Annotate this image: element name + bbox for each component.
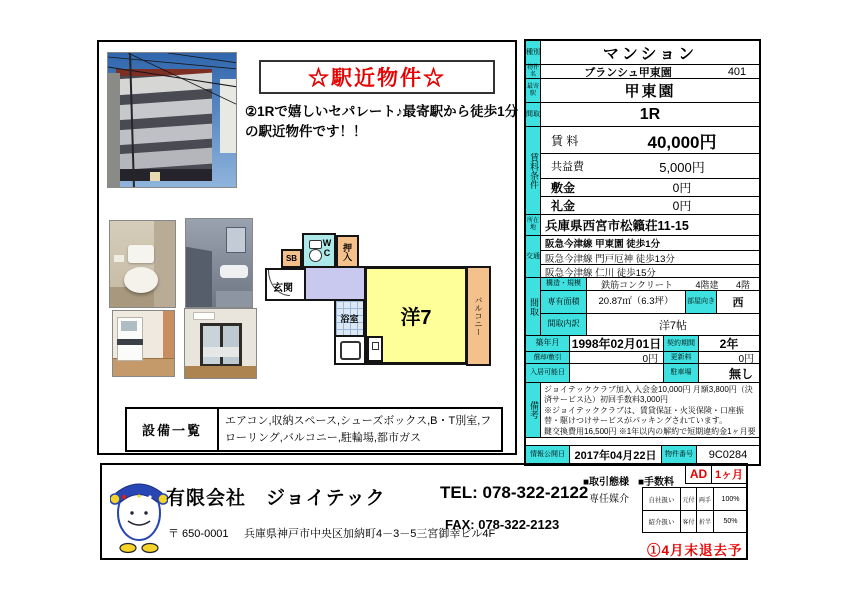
floorplan-appliance-space — [367, 336, 383, 362]
row-name: 物件名 ブランシュ甲東園 401 — [526, 64, 759, 78]
rent-conditions-section: 賃料条件 賃 料 40,000円 共益費 5,000円 敷金 0円 礼金 0円 — [526, 126, 759, 214]
access-section: 交通 阪急今津線 甲東園 徒歩1分 阪急今津線 門戸厄神 徒歩13分 阪急今津線 仁川 徒歩15分 — [526, 235, 759, 277]
transaction-type-label: ■取引態様 — [583, 477, 630, 488]
transaction-type-value: 専任媒介 — [589, 494, 629, 505]
footer-company-box — [100, 463, 748, 560]
floorplan-main-room: 洋7 — [364, 266, 468, 365]
commission-row: 紹介扱い 客付 折半 50% — [643, 510, 747, 532]
company-mascot-icon — [110, 469, 168, 555]
floorplan-entrance: 玄関 — [265, 268, 306, 301]
building-section: 間取 構造・規模 鉄筋コンクリート 4階建 4階 専有面積 20.87㎡（6.3坪） 部屋向き 西 間取内訳 洋7帖 — [526, 277, 759, 335]
row-structure: 構造・規模 鉄筋コンクリート 4階建 4階 — [541, 278, 759, 290]
vacancy-note: ①4月末退去予 — [647, 543, 743, 558]
floorplan-kitchen — [334, 335, 366, 365]
company-fax: FAX: 078-322-2123 — [445, 517, 560, 532]
company-address: 兵庫県神戸市中央区加納町4－3－5三宮御幸ビル4F — [244, 528, 496, 540]
access-line: 阪急今津線 甲東園 徒歩1分 — [545, 239, 661, 250]
equipment-table — [125, 407, 503, 452]
row-station: 最寄駅 甲東園 — [526, 78, 759, 102]
main-content-box — [97, 40, 517, 455]
row-layout-detail: 間取内訳 洋7帖 — [541, 313, 759, 335]
access-line: 阪急今津線 仁川 徒歩15分 — [541, 264, 759, 278]
floorplan-bath: 浴室 — [334, 299, 365, 337]
floorplan — [265, 218, 495, 370]
equipment-items: エアコン,収納スペース,シューズボックス,B・T別室,フローリング,バルコニー,駐輪場,都市ガス — [225, 415, 492, 444]
row-movein: 入居可能日 駐車場 無し — [526, 363, 759, 382]
commission-table — [642, 487, 748, 533]
property-description: ②1Rで嬉しいセパレート♪最寄駅から徒歩1分の駅近物件です！！ — [245, 104, 519, 140]
notes-section: 備考 ジョイテッククラブ加入 入会金10,000円 月額3,800円（決済サービス込）初回手数料3,000円 ※ジョイテッククラブは、賃貸保証・火災保険・口座振替・駆けつけサービスがパッキングされています。 鍵交換費用16,500円 ※1年以内の解約で短期違約金1ヶ月要 — [526, 382, 759, 438]
floorplan-shoebox: SB — [281, 249, 302, 268]
company-tel: TEL: 078-322-2122 — [440, 483, 589, 502]
headline-banner — [259, 60, 495, 94]
floorplan-wc: WC — [302, 233, 336, 268]
row-layout: 間取 1R — [526, 102, 759, 126]
photo-bathroom — [185, 218, 253, 308]
company-postal: 〒 650-0001 — [168, 528, 229, 540]
ad-period-cell: 1ヶ月 — [711, 465, 748, 484]
toilet-icon — [309, 240, 322, 249]
row-deposit: 敷金 0円 — [541, 178, 759, 196]
photo-building-exterior — [107, 52, 237, 188]
note-line: 鍵交換費用16,500円 ※1年以内の解約で短期違約金1ヶ月要 — [544, 426, 756, 436]
toilet-bowl-icon — [309, 249, 322, 262]
room-number: 401 — [727, 65, 747, 78]
row-area: 専有面積 20.87㎡（6.3坪） 部屋向き 西 — [541, 290, 759, 313]
row-published: 情報公開日 2017年04月22日 物件番号 9C0284 — [526, 445, 759, 464]
power-lines — [108, 53, 237, 188]
commission-label: ■手数料 — [638, 477, 675, 488]
row-rent: 賃 料 40,000円 — [551, 132, 717, 152]
access-line: 阪急今津線 門戸厄神 徒歩13分 — [541, 250, 759, 264]
row-key-money: 礼金 0円 — [541, 196, 759, 214]
photo-room — [184, 308, 257, 379]
spec-table — [524, 39, 761, 466]
row-fee: 共益費 5,000円 — [541, 153, 759, 178]
row-amortization: 償却/敷引 0円 更新料 0円 — [526, 351, 759, 363]
equipment-label: 設備一覧 — [127, 409, 219, 450]
photo-kitchen — [112, 310, 175, 377]
photo-toilet — [109, 220, 176, 308]
headline-text: ☆駅近物件☆ — [308, 67, 446, 90]
property-number: 9C0284 — [708, 449, 748, 461]
row-built: 築年月 1998年02月01日 契約期間 2年 — [526, 335, 759, 351]
spec-gap — [526, 438, 759, 445]
row-address: 所在地 兵庫県西宮市松籟荘11-15 — [526, 214, 759, 235]
floorplan-closet: 押入 — [336, 235, 359, 268]
note-line: ジョイテッククラブ加入 入会金10,000円 月額3,800円（決済サービス込）初回手数料3,000円 — [544, 385, 753, 405]
commission-row: 自社扱い 元付 両手 100% — [643, 488, 747, 510]
row-type: 種別 マンション — [526, 41, 759, 64]
ad-cell: AD — [685, 465, 712, 484]
sink-icon — [340, 341, 361, 360]
floorplan-hallway — [304, 266, 368, 301]
note-line: ※ジョイテッククラブは、賃貸保証・火災保険・口座振替・駆けつけサービスがパッキングされています。 — [544, 405, 744, 426]
company-name: 有限会社 ジョイテック — [166, 488, 386, 509]
floorplan-balcony: バルコニー — [466, 266, 491, 366]
